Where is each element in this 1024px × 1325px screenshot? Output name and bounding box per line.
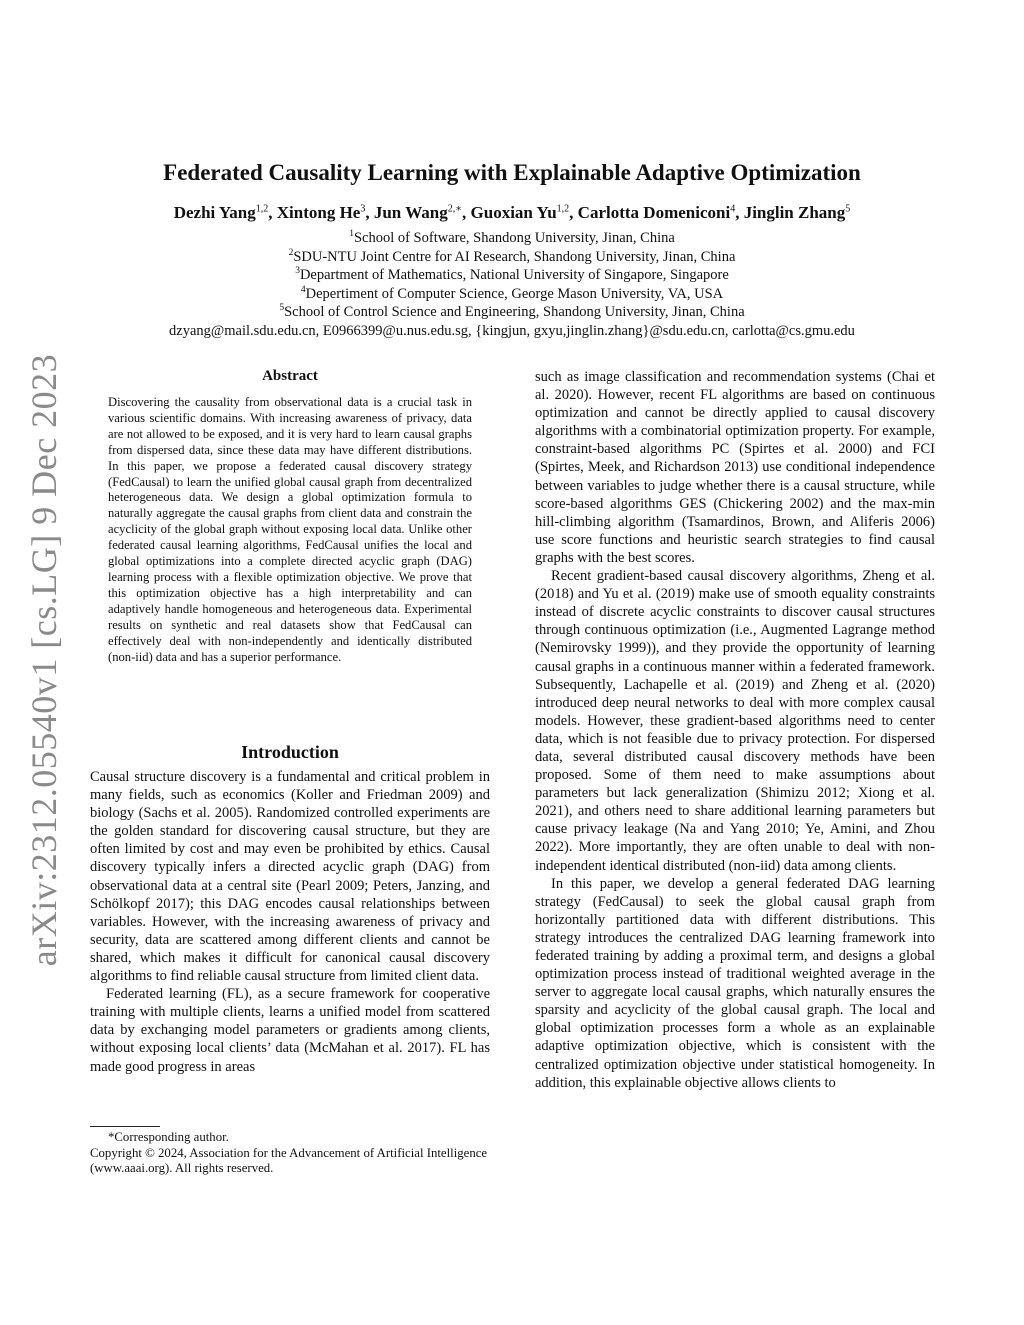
- paragraph: such as image classification and recommendation systems (Chai et al. 2020). However, recent FL algorithms are based on continuous optimization and cannot be directly applied to causal discovery algorithms with a combinatorial optimization property. For example, constraint-based algorithms PC (Spirtes et al. 2000) and FCI (Spirtes, Meek, and Richardson 2013) use conditional independence between variables to judge whether there is a causal structure, while score-based algorithms GES (Chickering 2002) and the max-min hill-climbing algorithm (Tsamardinos, Brown, and Aliferis 2006) use score functions and heuristic search strategies to find causal graphs with the best scores.: [535, 369, 935, 566]
- paragraph: Federated learning (FL), as a secure framework for cooperative training with multiple clients, learns a unified model from scattered data by exchanging model parameters or gradients among clients, without exposing local clients’ data (McMahan et al. 2017). FL has made good progress in areas: [90, 986, 490, 1075]
- affiliation-mark: 1: [349, 229, 354, 240]
- affiliation-mark: 2: [288, 247, 294, 258]
- paragraph: Recent gradient-based causal discovery algorithms, Zheng et al. (2018) and Yu et al. (2019) make use of smooth equality constraints instead of discrete acyclic constraints to discover causal structures through continuous optimization (i.e., Augmented Lagrange method (Nemirovsky 1999)), and they provide the opportunity of learning causal graphs in a continuous manner within a federated framework. Subsequently, Lachapelle et al. (2019) and Zheng et al. (2020) introduced deep neural networks to deal with more complex causal models. However, these gradient-based algorithms need to center data, which is not feasible due to privacy protection. For dispersed data, several distributed causal discovery methods have been proposed. Some of them need to make assumptions about parameters but lack generalization (Shimizu 2012; Xiong et al. 2021), and others need to share additional learning parameters but cause privacy leakage (Na and Yang 2010; Ye, Amini, and Zhou 2022). More importantly, they are often unable to deal with non-independent identical distributed (non-iid) data among clients.: [535, 568, 935, 874]
- corresponding-author-note: *Corresponding author.: [108, 1130, 229, 1144]
- paragraph: In this paper, we develop a general federated DAG learning strategy (FedCausal) to seek the global causal graph from horizontally partitioned data with different distributions. This strategy introduces the centralized DAG learning framework into federated training by adding a proximal term, and designs a global optimization process instead of traditional weighted average in the server to aggregate local causal graphs, which naturally ensures the sparsity and acyclicity of the global causal graph. The local and global optimization processes form a whole as an explainable adaptive optimization objective, which is consistent with the centralized optimization objective under statistical homogeneity. In addition, this explainable objective allows clients to: [535, 875, 935, 1091]
- affiliation-text: SDU-NTU Joint Centre for AI Research, Shandong University, Jinan, China: [293, 248, 736, 265]
- abstract-heading: Abstract: [262, 368, 318, 384]
- author-name: Dezhi Yang: [173, 203, 256, 222]
- affiliation: [0, 229, 1024, 248]
- author-affiliation-mark: 4: [730, 203, 736, 215]
- arxiv-identifier: [14, 353, 74, 967]
- author-name: Guoxian Yu: [470, 203, 557, 222]
- affiliation-text: Depertiment of Computer Science, George Mason University, VA, USA: [305, 285, 724, 302]
- affiliation-text: Department of Mathematics, National University of Singapore, Singapore: [299, 267, 729, 284]
- author-separator: ,: [569, 203, 578, 222]
- author-name: Carlotta Domeniconi: [577, 203, 731, 222]
- affiliation-mark: 5: [279, 303, 285, 314]
- affiliation: [0, 248, 1024, 267]
- right-column: [535, 368, 935, 1092]
- affiliation: [0, 266, 1024, 285]
- author-affiliation-mark: 1,2: [255, 203, 269, 215]
- affiliation-list: [0, 229, 1024, 341]
- copyright-notice: Copyright © 2024, Association for the Advancement of Artificial Intelligence (www.aaai.org). All rights reserved.: [90, 1145, 488, 1175]
- abstract-section: [108, 368, 472, 665]
- affiliation: [0, 303, 1024, 322]
- abstract-text: Discovering the causality from observational data is a crucial task in various scientific domains. With increasing awareness of privacy, data are not allowed to be exposed, and it is very hard to learn causal graphs from dispersed data, since these data may have different distributions. In this paper, we propose a federated causal discovery strategy (FedCausal) to learn the unified global causal graph from decentralized heterogeneous data. We design a global optimization formula to naturally aggregate the causal graphs from client data and constrain the acyclicity of the global graph without exposing local data. Unlike other federated causal learning algorithms, FedCausal unifies the local and global optimizations into a complete directed acyclic graph (DAG) learning process with a flexible optimization objective. We prove that this optimization objective has a high interpretability and can adaptively handle homogeneous and heterogeneous data. Experimental results on synthetic and real datasets show that FedCausal can effectively deal with non-independently and identically distributed (non-iid) data and has a superior performance.: [108, 395, 472, 664]
- author-affiliation-mark: 1,2: [556, 203, 570, 215]
- arxiv-identifier-text: arXiv:2312.05540v1 [cs.LG] 9 Dec 2023: [24, 353, 64, 967]
- affiliation-mark: 4: [300, 284, 306, 295]
- paragraph: Causal structure discovery is a fundamental and critical problem in many fields, such as economics (Koller and Friedman 2009) and biology (Sachs et al. 2005). Randomized controlled experiments are the golden standard for discovering causal structure, but they are often limited by cost and may even be prohibited by ethics. Causal discovery typically infers a directed acyclic graph (DAG) from observational data at a central site (Pearl 2009; Peters, Janzing, and Schölkopf 2017); this DAG encodes causal relationships between variables. However, with the increasing awareness of privacy and security, data are scattered among different clients and cannot be shared, which makes it difficult for canonical causal discovery algorithms to find reliable causal structure from limited client data.: [90, 769, 490, 985]
- author-list: [0, 203, 1024, 223]
- author-affiliation-mark: 3: [360, 203, 366, 215]
- footnote-block: [90, 1126, 490, 1177]
- author-separator: ,: [735, 203, 744, 222]
- footnote-rule: [90, 1126, 160, 1127]
- introduction-section: [90, 742, 490, 1076]
- author-name: Jun Wang: [373, 203, 448, 222]
- affiliation-text: School of Control Science and Engineering, Shandong University, Jinan, China: [284, 304, 745, 321]
- author-name: Xintong He: [276, 203, 361, 222]
- author-name: Jinglin Zhang: [743, 203, 846, 222]
- affiliation-mark: 3: [295, 266, 300, 277]
- affiliation: [0, 285, 1024, 304]
- affiliation-text: School of Software, Shandong University, Jinan, China: [353, 230, 675, 246]
- author-separator: ,: [462, 203, 471, 222]
- introduction-heading: Introduction: [241, 742, 339, 762]
- author-separator: ,: [365, 203, 374, 222]
- paper-title: Federated Causality Learning with Explainable Adaptive Optimization: [163, 160, 861, 185]
- author-affiliation-mark: 2,∗: [447, 203, 463, 215]
- author-emails: dzyang@mail.sdu.edu.cn, E0966399@u.nus.edu.sg, {kingjun, gxyu,jinglin.zhang}@sdu.edu.cn, carlotta@cs.gmu.edu: [169, 322, 855, 339]
- author-affiliation-mark: 5: [845, 203, 851, 215]
- author-separator: ,: [268, 203, 277, 222]
